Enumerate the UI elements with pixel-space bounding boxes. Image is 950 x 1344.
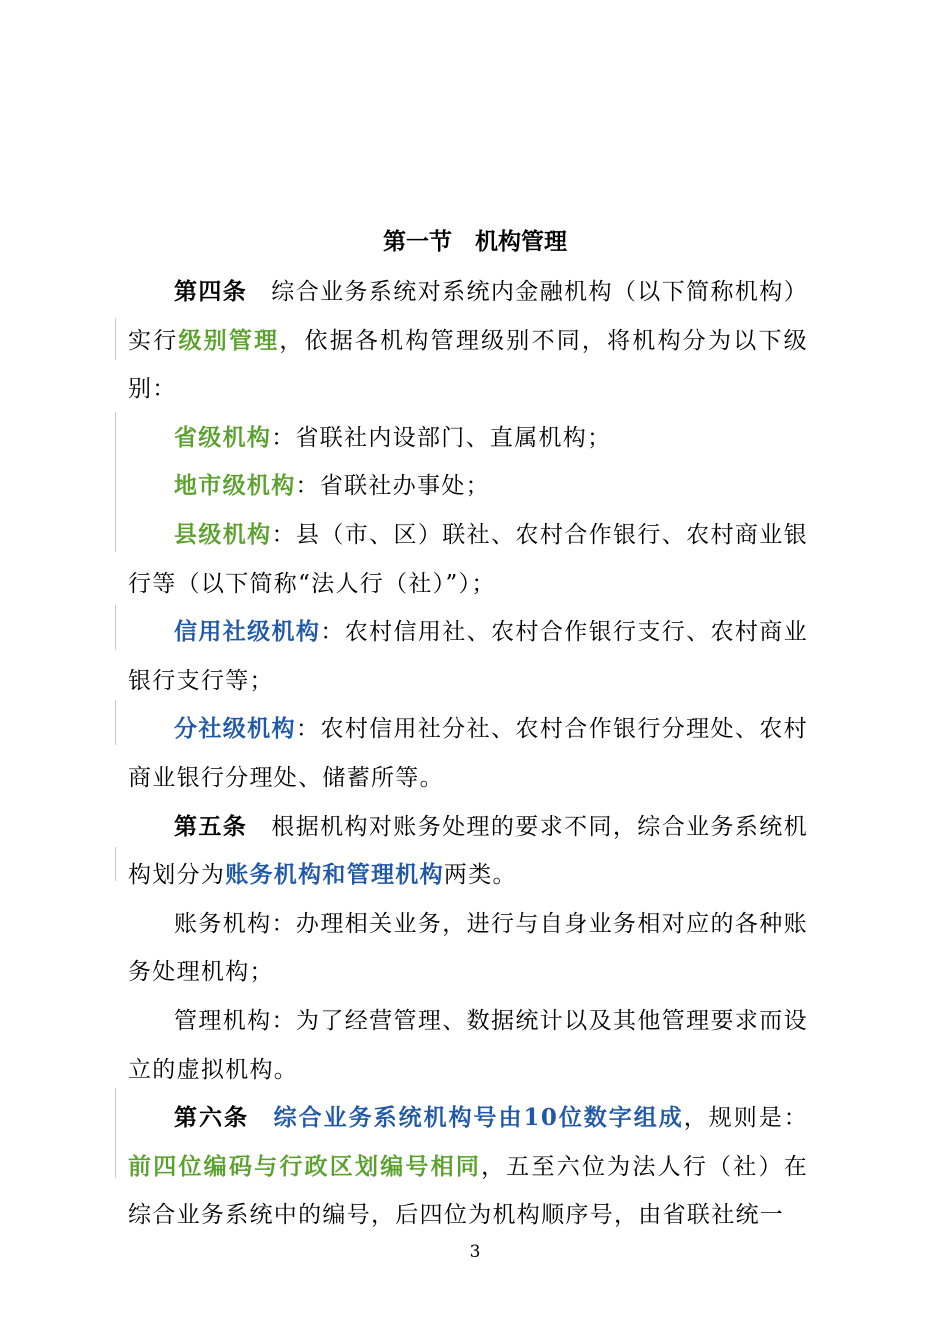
article-text: 综合业务系统对系统内金融机构（以下简称机构）实行 bbox=[128, 279, 808, 354]
highlight-text: 级别管理 bbox=[178, 326, 280, 354]
revision-bar bbox=[115, 847, 116, 881]
article-text: ，规则是： bbox=[683, 1105, 809, 1132]
level-name: 地市级机构 bbox=[174, 472, 296, 500]
level-name: 县级机构 bbox=[174, 520, 272, 548]
section-heading: 第一节 机构管理 bbox=[383, 228, 567, 255]
page-number: 3 bbox=[469, 1242, 481, 1262]
article-label: 第六条 bbox=[174, 1104, 249, 1132]
level-item bbox=[128, 462, 808, 511]
article-6 bbox=[128, 1094, 808, 1240]
revision-bar bbox=[115, 412, 116, 552]
highlight-text: 前四位编码与行政区划编号相同 bbox=[128, 1152, 482, 1180]
level-item bbox=[128, 608, 808, 705]
level-desc: ：县（市、区）联社、农村合作银行、农村商业银行等（以下简称“法人行（社）”）； bbox=[128, 521, 808, 597]
level-name: 省级机构 bbox=[174, 423, 272, 451]
management-institution-para: 管理机构：为了经营管理、数据统计以及其他管理要求而设立的虚拟机构。 bbox=[128, 1007, 808, 1083]
highlight-text: 账务机构和管理机构 bbox=[225, 861, 444, 889]
article-label: 第四条 bbox=[174, 278, 248, 305]
article-4 bbox=[128, 268, 808, 414]
level-item bbox=[128, 414, 808, 463]
level-name: 信用社级机构 bbox=[174, 618, 321, 646]
article-text: 根据机构对账务处理的要求不同，综合业务系统机构划分为 bbox=[128, 813, 808, 889]
level-desc: ：农村信用社、农村合作银行支行、农村商业银行支行等； bbox=[128, 619, 808, 694]
level-item bbox=[128, 511, 808, 608]
accounting-institution-para: 账务机构：办理相关业务，进行与自身业务相对应的各种账务处理机构； bbox=[128, 910, 808, 986]
article-label: 第五条 bbox=[174, 812, 248, 840]
revision-bar bbox=[115, 1088, 116, 1178]
revision-bar bbox=[115, 605, 116, 650]
article-text: 两类。 bbox=[443, 862, 517, 889]
level-name: 分社级机构 bbox=[174, 715, 296, 743]
level-item bbox=[128, 705, 808, 802]
article-5 bbox=[128, 803, 808, 900]
revision-bar bbox=[115, 318, 116, 360]
body-text bbox=[128, 268, 808, 1240]
level-desc: ：省联社内设部门、直属机构； bbox=[271, 424, 612, 451]
revision-bar bbox=[115, 700, 116, 745]
level-desc: ：省联社办事处； bbox=[295, 473, 490, 500]
level-desc: ：农村信用社分社、农村合作银行分理处、农村商业银行分理处、储蓄所等。 bbox=[128, 716, 808, 791]
highlight-text: 综合业务系统机构号由10位数字组成 bbox=[272, 1104, 684, 1132]
article-text: ，五至六位为法人行（社）在综合业务系统中的编号，后四位为机构顺序号，由省联社统一 bbox=[128, 1153, 809, 1229]
article-text: ，依据各机构管理级别不同，将机构分为以下级别： bbox=[128, 327, 808, 403]
